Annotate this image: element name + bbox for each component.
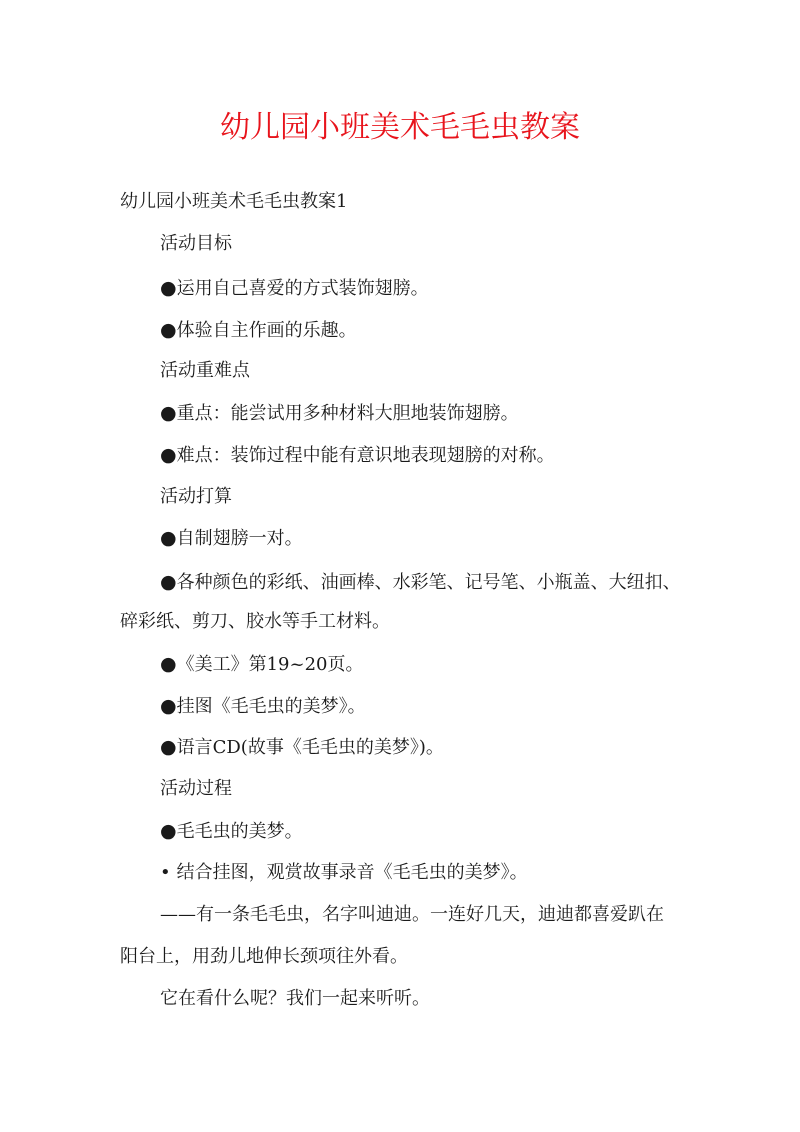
prep-item-3 <box>160 652 363 677</box>
goal-text-1: 运用自己喜爱的方式装饰翅膀。 <box>176 278 429 299</box>
story-line-1b: 阳台上，用劲儿地伸长颈项往外看。 <box>120 946 408 967</box>
bullet-icon: ● <box>160 444 177 466</box>
story-line-1a: ——有一条毛毛虫，名字叫迪迪。一连好几天，迪迪都喜爱趴在 <box>160 904 664 925</box>
bullet-icon: ● <box>160 653 177 675</box>
prep-text-4: 挂图《毛毛虫的美梦》。 <box>176 696 366 717</box>
goal-text-2: 体验自主作画的乐趣。 <box>176 320 357 341</box>
goal-item-2 <box>160 318 357 343</box>
prep-item-2 <box>160 570 681 595</box>
goal-item-1 <box>160 276 429 301</box>
prep-heading: 活动打算 <box>160 486 232 507</box>
key-item-2 <box>160 443 555 468</box>
bullet-icon: ● <box>160 402 177 424</box>
bullet-icon: ● <box>160 319 177 341</box>
prep-text-5: 语言CD(故事《毛毛虫的美梦》)。 <box>176 737 444 758</box>
process-text-1: 毛毛虫的美梦。 <box>176 821 303 842</box>
prep-text-1: 自制翅膀一对。 <box>176 528 303 549</box>
goals-heading: 活动目标 <box>160 233 232 254</box>
subtitle: 幼儿园小班美术毛毛虫教案1 <box>120 191 348 212</box>
process-subtext-1: 结合挂图，观赏故事录音《毛毛虫的美梦》。 <box>176 862 528 883</box>
process-heading: 活动过程 <box>160 778 232 799</box>
bullet-icon: ● <box>160 277 177 299</box>
key-text-2: 难点：装饰过程中能有意识地表现翅膀的对称。 <box>176 445 555 466</box>
process-item-1 <box>160 819 303 844</box>
prep-item-5 <box>160 735 444 760</box>
process-subitem-1 <box>160 861 528 885</box>
prep-text-2b: 碎彩纸、剪刀、胶水等手工材料。 <box>120 611 390 632</box>
document-title: 幼儿园小班美术毛毛虫教案 <box>220 110 580 145</box>
dot-icon: • <box>160 862 171 883</box>
key-heading: 活动重难点 <box>160 360 250 381</box>
bullet-icon: ● <box>160 695 177 717</box>
prep-item-4 <box>160 694 366 719</box>
prep-item-1 <box>160 526 303 551</box>
key-item-1 <box>160 401 519 426</box>
prep-text-2a: 各种颜色的彩纸、油画棒、水彩笔、记号笔、小瓶盖、大纽扣、 <box>176 572 681 593</box>
story-line-2: 它在看什么呢？我们一起来听听。 <box>160 988 430 1009</box>
prep-text-3: 《美工》第19~20页。 <box>176 654 364 675</box>
key-text-1: 重点：能尝试用多种材料大胆地装饰翅膀。 <box>176 403 519 424</box>
bullet-icon: ● <box>160 736 177 758</box>
bullet-icon: ● <box>160 527 177 549</box>
bullet-icon: ● <box>160 820 177 842</box>
bullet-icon: ● <box>160 571 177 593</box>
